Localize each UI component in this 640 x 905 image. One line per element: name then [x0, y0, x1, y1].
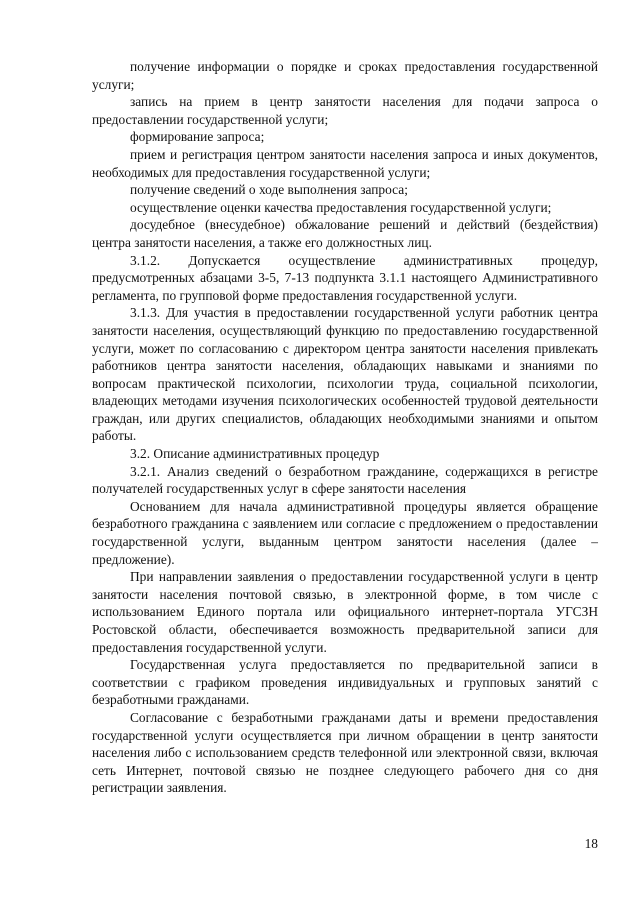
paragraph-list-item-quality: осуществление оценки качества предоставления государственной услуги; — [130, 199, 552, 215]
paragraph-agreement: Согласование с безработными гражданами даты и времени предоставления государственной услуги осуществляется при личном обращении в центр занятости населения либо с использованием средств телефонной или электронной связи, включая сеть Интернет, почтовой связью не позднее следующего рабочего дня со дня регистрации заявления. — [92, 709, 598, 796]
paragraph-list-item-registration: прием и регистрация центром занятости населения запроса и иных документов, необходимых для предоставления государственной услуги; — [92, 146, 598, 180]
paragraph-mail-submission: При направлении заявления о предоставлении государственной услуги в центр занятости населения почтовой связью, в электронной форме, в том числе с использованием Единого портала или официального интернет-портала УГСЗН Ростовской области, обеспечивается возможность предварительной записи для предоставления государственной услуги. — [92, 569, 598, 655]
paragraph-list-item-request-forming: формирование запроса; — [130, 129, 265, 145]
paragraph-appointment-schedule: Государственная услуга предоставляется по предварительной записи в соответствии с графиком проведения индивидуальных и групповых занятий с безработными гражданами. — [92, 657, 598, 708]
paragraph-3-2-1: 3.2.1. Анализ сведений о безработном гражданине, содержащихся в регистре получателей государственных услуг в сфере занятости населения — [92, 463, 598, 497]
paragraph-3-1-3: 3.1.3. Для участия в предоставлении государственной услуги работник центра занятости населения, осуществляющий функцию по предоставлению государственной услуги, может по согласованию с директором центра занятости населения привлекать работников центра занятости населения, обладающих навыками и знаниями по вопросам практической психологии, психологии труда, социальной психологии, владеющих методами изучения психологических особенностей трудовой деятельности граждан, или других специалистов, обладающих необходимыми знаниями и опытом работы. — [92, 305, 598, 444]
paragraph-3-1-2: 3.1.2. Допускается осуществление административных процедур, предусмотренных абзацами 3-5, 7-13 подпункта 3.1.1 настоящего Административного регламента, по групповой форме предоставления государственной услуги. — [92, 252, 598, 303]
paragraph-list-item-info: получение информации о порядке и сроках предоставления государственной услуги; — [92, 59, 598, 92]
section-heading-3-2: 3.2. Описание административных процедур — [130, 446, 380, 462]
paragraph-list-item-appeal: досудебное (внесудебное) обжалование решений и действий (бездействия) центра занятости населения, а также его должностных лиц. — [92, 217, 598, 250]
document-body — [92, 58, 598, 797]
paragraph-list-item-appointment: запись на прием в центр занятости населения для подачи запроса о предоставлении государственной услуги; — [92, 94, 598, 127]
paragraph-list-item-status: получение сведений о ходе выполнения запроса; — [130, 182, 408, 198]
page-number: 18 — [584, 836, 598, 851]
paragraph-basis: Основанием для начала административной процедуры является обращение безработного гражданина с заявлением или согласие с предложением о предоставлении государственной услуги, выданным центром занятости населения (далее – предложение). — [92, 498, 598, 567]
